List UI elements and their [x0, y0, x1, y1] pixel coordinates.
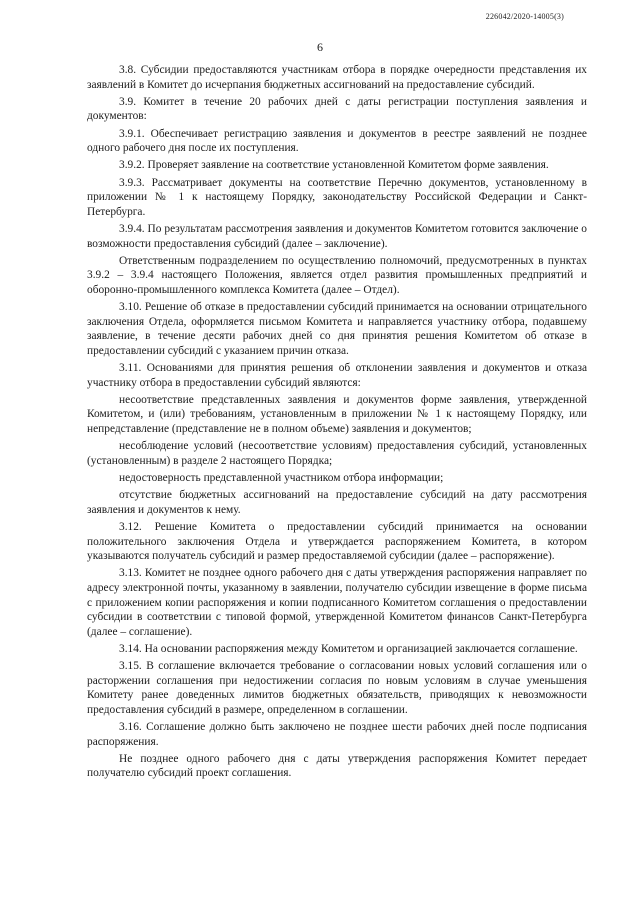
- paragraph-3-8: 3.8. Субсидии предоставляются участникам отбора в порядке очередности представления их заявлений в Комитет до исчерпания бюджетных ассигнований на предоставление субсидий.: [87, 64, 587, 91]
- paragraph-responsible-unit: Ответственным подразделением по осуществлению полномочий, предусмотренных в пунктах 3.9.2 – 3.9.4 настоящего Положения, является отдел развития промышленных предприятий и оборонно-промышленного комплекса Комитета (далее – Отдел).: [87, 254, 587, 296]
- document-body: [87, 63, 587, 784]
- paragraph-3-11: 3.11. Основаниями для принятия решения об отклонении заявления и документов и отказа участнику отбора в предоставлении субсидий являются:: [87, 362, 587, 389]
- paragraph-3-10: 3.10. Решение об отказе в предоставлении субсидий принимается на основании отрицательного заключения Отдела, оформляется письмом Комитета и направляется участнику отбора, подавшему заявление, в течение десяти рабочих дней со дня принятия решения Комитетом об отказе в предоставлении субсидий с указанием причин отказа.: [87, 301, 587, 357]
- paragraph-3-9: 3.9. Комитет в течение 20 рабочих дней с даты регистрации поступления заявления и документов:: [87, 95, 587, 123]
- paragraph-3-9-3: 3.9.3. Рассматривает документы на соответствие Перечню документов, установленному в приложении № 1 к настоящему Порядку, законодательству Российской Федерации и Санкт-Петербурга.: [87, 176, 587, 218]
- page-number: 6: [317, 40, 323, 54]
- paragraph-3-14: 3.14. На основании распоряжения между Комитетом и организацией заключается соглашение.: [119, 642, 578, 655]
- paragraph-3-13: 3.13. Комитет не позднее одного рабочего дня с даты утверждения распоряжения направляет по адресу электронной почты, указанному в заявлении, получателю субсидии извещение в форме письма с приложением копии распоряжения и копии подписанного Комитетом соглашения о предоставлении субсидии в соответствии с типовой формой, утвержденной Комитетом финансов Санкт-Петербурга (далее – соглашение).: [87, 567, 587, 638]
- paragraph-ground-4: отсутствие бюджетных ассигнований на предоставление субсидий на дату рассмотрения заявления и документов к нему.: [87, 489, 587, 516]
- paragraph-3-12: 3.12. Решение Комитета о предоставлении субсидий принимается на основании положительного заключения Отдела и утверждается распоряжением Комитета, в котором указываются получатель субсидий и размер предоставляемой субсидии (далее – распоряжение).: [87, 520, 587, 563]
- document-number: 226042/2020-14005(3): [485, 12, 564, 21]
- paragraph-final: Не позднее одного рабочего дня с даты утверждения распоряжения Комитет передает получателю субсидий проект соглашения.: [87, 752, 587, 780]
- paragraph-ground-3: недостоверность представленной участником отбора информации;: [119, 471, 444, 484]
- paragraph-3-16: 3.16. Соглашение должно быть заключено не позднее шести рабочих дней после подписания распоряжения.: [87, 721, 587, 748]
- paragraph-3-9-4: 3.9.4. По результатам рассмотрения заявления и документов Комитетом готовится заключение о возможности предоставления субсидий (далее – заключение).: [87, 222, 587, 250]
- paragraph-3-9-2: 3.9.2. Проверяет заявление на соответствие установленной Комитетом форме заявления.: [119, 159, 549, 172]
- paragraph-ground-2: несоблюдение условий (несоответствие условиям) предоставления субсидий, установленных (установленным) в разделе 2 настоящего Порядка;: [87, 440, 587, 467]
- paragraph-ground-1: несоответствие представленных заявления и документов форме заявления, утвержденной Комитетом, и (или) требованиям, установленным в приложении № 1 к настоящему Порядку, или непредставление (представление не в полном объеме) заявления и документов;: [87, 393, 587, 435]
- paragraph-3-15: 3.15. В соглашение включается требование о согласовании новых условий соглашения или о расторжении соглашения при недостижении согласия по новым условиям в случае уменьшения Комитету ранее доведенных лимитов бюджетных обязательств, приводящих к невозможности предоставления субсидий в размере, определенном в соглашении.: [87, 660, 587, 716]
- paragraph-3-9-1: 3.9.1. Обеспечивает регистрацию заявления и документов в реестре заявлений не позднее одного рабочего дня после их поступления.: [87, 127, 587, 155]
